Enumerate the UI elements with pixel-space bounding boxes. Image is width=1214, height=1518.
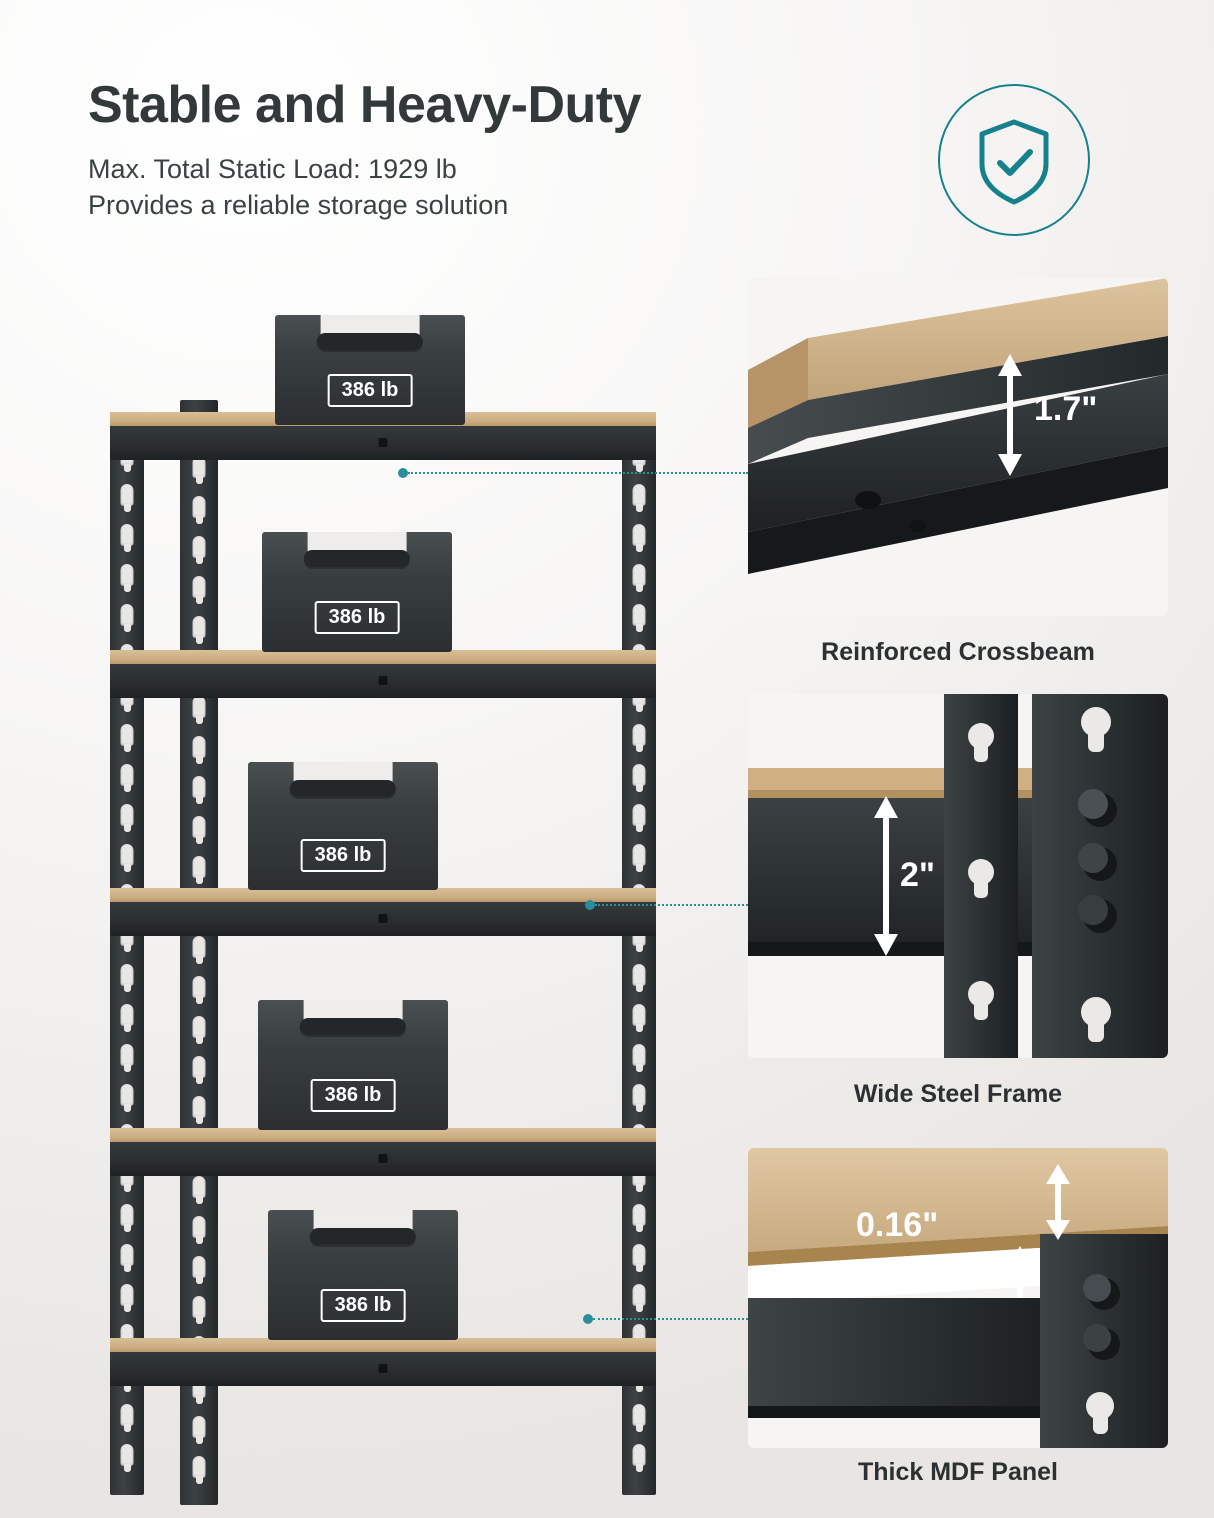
shelving-unit-illustration	[70, 300, 690, 1500]
crossbeam-front	[110, 426, 656, 460]
weight-label: 386 lb	[301, 839, 386, 872]
header	[88, 78, 928, 223]
crossbeam-front	[110, 1352, 656, 1386]
weight-block-3	[248, 762, 438, 890]
connector-dot	[585, 900, 595, 910]
page-title: Stable and Heavy-Duty	[88, 76, 641, 134]
detail-panel-mdf	[748, 1148, 1168, 1448]
connector-dot	[583, 1314, 593, 1324]
detail-panel-crossbeam	[748, 278, 1168, 616]
callout-connector-crossbeam	[398, 472, 748, 474]
dimension-value-crossbeam: 1.7"	[1034, 390, 1098, 428]
weight-label: 386 lb	[321, 1289, 406, 1322]
weight-label: 386 lb	[315, 601, 400, 634]
frame-post-back-left	[110, 430, 144, 1495]
dimension-value-mdf: 0.16"	[856, 1206, 939, 1244]
mdf-board	[110, 1128, 656, 1142]
connector-line	[408, 472, 748, 474]
weight-block-4	[258, 1000, 448, 1130]
crossbeam-closeup-image	[748, 278, 1168, 616]
connector-line	[593, 1318, 748, 1320]
callout-connector-mdf	[583, 1318, 748, 1320]
steel-frame-closeup-image	[748, 694, 1168, 1058]
post-slot-group	[622, 430, 656, 1495]
detail-caption-steel-frame: Wide Steel Frame	[853, 1080, 1063, 1108]
mdf-board	[110, 650, 656, 664]
connector-dot	[398, 468, 408, 478]
weight-block-5	[268, 1210, 458, 1340]
badge-ring	[938, 84, 1090, 236]
weight-label: 386 lb	[328, 374, 413, 407]
weight-block-2	[262, 532, 452, 652]
weight-label: 386 lb	[311, 1079, 396, 1112]
mdf-board	[110, 888, 656, 902]
shield-check-badge	[938, 84, 1090, 236]
header-subtitle-line-1: Max. Total Static Load: 1929 lb	[88, 153, 457, 184]
header-subtitle-line-2: Provides a reliable storage solution	[88, 190, 509, 221]
detail-caption-crossbeam: Reinforced Crossbeam	[821, 638, 1095, 666]
crossbeam-front	[110, 902, 656, 936]
post-slot-group	[110, 430, 144, 1495]
mdf-board	[110, 1338, 656, 1352]
crossbeam-front	[110, 664, 656, 698]
detail-panel-steel-frame	[748, 694, 1168, 1058]
frame-post-back-right	[622, 430, 656, 1495]
connector-line	[595, 904, 748, 906]
callout-connector-frame	[585, 904, 748, 906]
weight-block-1	[275, 315, 465, 425]
mdf-panel-closeup-image	[748, 1148, 1168, 1448]
detail-caption-mdf: Thick MDF Panel	[857, 1458, 1059, 1486]
crossbeam-front	[110, 1142, 656, 1176]
dimension-value-steel-frame: 2"	[900, 856, 936, 894]
